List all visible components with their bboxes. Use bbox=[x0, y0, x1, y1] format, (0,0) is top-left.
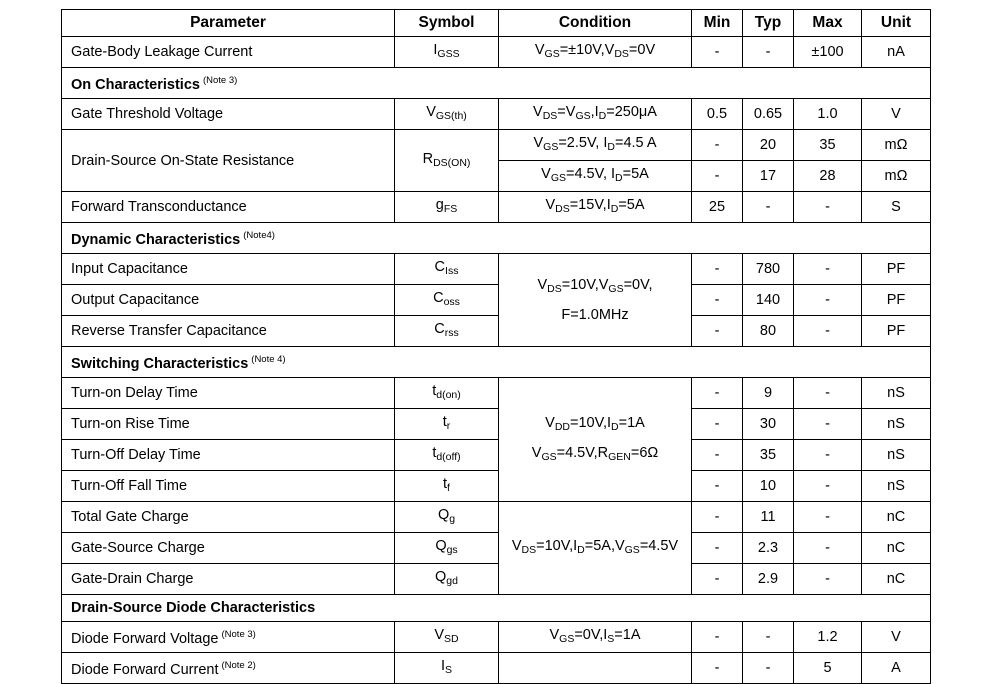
max-cell: - bbox=[794, 409, 862, 440]
typ-cell: 30 bbox=[743, 409, 794, 440]
typ-cell: 2.3 bbox=[743, 533, 794, 564]
section-row bbox=[62, 223, 931, 254]
header-max: Max bbox=[794, 10, 862, 37]
param-cell: Output Capacitance bbox=[62, 285, 395, 316]
unit-cell: nS bbox=[862, 471, 931, 502]
condition-cell: $V_{GS}=0V,I_S=1A$ bbox=[499, 622, 692, 653]
unit-cell: nC bbox=[862, 533, 931, 564]
unit-cell: PF bbox=[862, 254, 931, 285]
param-cell: Gate Threshold Voltage bbox=[62, 99, 395, 130]
typ-cell: 35 bbox=[743, 440, 794, 471]
param-cell: Gate-Source Charge bbox=[62, 533, 395, 564]
param-cell: Reverse Transfer Capacitance bbox=[62, 316, 395, 347]
unit-cell: nS bbox=[862, 440, 931, 471]
symbol-cell: $Q_{gs}$ bbox=[395, 533, 499, 564]
min-cell: - bbox=[692, 471, 743, 502]
table-row bbox=[62, 440, 931, 471]
symbol-cell: $R_{DS(ON)}$ bbox=[395, 130, 499, 192]
typ-cell: 17 bbox=[743, 161, 794, 192]
typ-cell: 2.9 bbox=[743, 564, 794, 595]
min-cell: - bbox=[692, 564, 743, 595]
min-cell: 25 bbox=[692, 192, 743, 223]
max-cell: - bbox=[794, 502, 862, 533]
condition-cell: $V_{DS}=15V,I_D=5A$ bbox=[499, 192, 692, 223]
unit-cell: A bbox=[862, 653, 931, 684]
table-row bbox=[62, 37, 931, 68]
param-cell: Turn-Off Fall Time bbox=[62, 471, 395, 502]
condition-cell: $V_{DS}=10V,I_D=5A,V_{GS}=4.5V$ bbox=[499, 502, 692, 595]
header-condition: Condition bbox=[499, 10, 692, 37]
unit-cell: nC bbox=[862, 564, 931, 595]
section-title-on: On Characteristics $^{(Note 3)}$ bbox=[62, 68, 931, 99]
min-cell: - bbox=[692, 653, 743, 684]
typ-cell: 140 bbox=[743, 285, 794, 316]
min-cell: - bbox=[692, 285, 743, 316]
max-cell: 1.0 bbox=[794, 99, 862, 130]
param-cell: Gate-Drain Charge bbox=[62, 564, 395, 595]
min-cell: - bbox=[692, 161, 743, 192]
max-cell: - bbox=[794, 192, 862, 223]
symbol-cell: $g_{FS}$ bbox=[395, 192, 499, 223]
header-row bbox=[62, 10, 931, 37]
unit-cell: PF bbox=[862, 316, 931, 347]
typ-cell: 11 bbox=[743, 502, 794, 533]
section-title-diode: Drain-Source Diode Characteristics bbox=[62, 595, 931, 622]
max-cell: 1.2 bbox=[794, 622, 862, 653]
param-cell: Turn-on Delay Time bbox=[62, 378, 395, 409]
min-cell: - bbox=[692, 378, 743, 409]
max-cell: 28 bbox=[794, 161, 862, 192]
param-cell: Input Capacitance bbox=[62, 254, 395, 285]
table-row bbox=[62, 622, 931, 653]
table-row bbox=[62, 378, 931, 409]
header-min: Min bbox=[692, 10, 743, 37]
typ-cell: - bbox=[743, 622, 794, 653]
min-cell: - bbox=[692, 502, 743, 533]
min-cell: - bbox=[692, 254, 743, 285]
unit-cell: mΩ bbox=[862, 130, 931, 161]
condition-cell: $V_{GS}=2.5V$, $I_D=4.5$ A bbox=[499, 130, 692, 161]
header-typ: Typ bbox=[743, 10, 794, 37]
max-cell: - bbox=[794, 316, 862, 347]
typ-cell: 10 bbox=[743, 471, 794, 502]
condition-cell: $V_{GS}=\pm 10V,V_{DS}=0V$ bbox=[499, 37, 692, 68]
header-unit: Unit bbox=[862, 10, 931, 37]
table-row bbox=[62, 192, 931, 223]
param-cell: Diode Forward Current $^{(Note 2)}$ bbox=[62, 653, 395, 684]
header-parameter: Parameter bbox=[62, 10, 395, 37]
table-row bbox=[62, 533, 931, 564]
max-cell: ±100 bbox=[794, 37, 862, 68]
symbol-cell: $t_{d(on)}$ bbox=[395, 378, 499, 409]
min-cell: - bbox=[692, 316, 743, 347]
unit-cell: nS bbox=[862, 378, 931, 409]
unit-cell: S bbox=[862, 192, 931, 223]
max-cell: - bbox=[794, 285, 862, 316]
typ-cell: - bbox=[743, 37, 794, 68]
typ-cell: 20 bbox=[743, 130, 794, 161]
symbol-cell: $V_{SD}$ bbox=[395, 622, 499, 653]
max-cell: 5 bbox=[794, 653, 862, 684]
min-cell: - bbox=[692, 409, 743, 440]
symbol-cell: $I_{GSS}$ bbox=[395, 37, 499, 68]
table-row bbox=[62, 254, 931, 285]
unit-cell: nA bbox=[862, 37, 931, 68]
table-row bbox=[62, 653, 931, 684]
table-row bbox=[62, 471, 931, 502]
max-cell: - bbox=[794, 564, 862, 595]
symbol-cell: $t_r$ bbox=[395, 409, 499, 440]
min-cell: - bbox=[692, 130, 743, 161]
typ-cell: - bbox=[743, 653, 794, 684]
unit-cell: PF bbox=[862, 285, 931, 316]
param-cell: Diode Forward Voltage $^{(Note 3)}$ bbox=[62, 622, 395, 653]
table-row bbox=[62, 130, 931, 161]
min-cell: - bbox=[692, 533, 743, 564]
symbol-cell: $I_S$ bbox=[395, 653, 499, 684]
typ-cell: 780 bbox=[743, 254, 794, 285]
symbol-cell: $C_{rss}$ bbox=[395, 316, 499, 347]
typ-cell: 80 bbox=[743, 316, 794, 347]
section-row bbox=[62, 347, 931, 378]
table-row bbox=[62, 285, 931, 316]
min-cell: - bbox=[692, 37, 743, 68]
max-cell: - bbox=[794, 378, 862, 409]
symbol-cell: $t_{d(off)}$ bbox=[395, 440, 499, 471]
header-symbol: Symbol bbox=[395, 10, 499, 37]
max-cell: - bbox=[794, 440, 862, 471]
table-row bbox=[62, 316, 931, 347]
max-cell: 35 bbox=[794, 130, 862, 161]
param-cell: Forward Transconductance bbox=[62, 192, 395, 223]
table-row bbox=[62, 99, 931, 130]
condition-cell: $V_{DS}=V_{GS},I_D=250\mu A$ bbox=[499, 99, 692, 130]
table-row bbox=[62, 409, 931, 440]
symbol-cell: $Q_g$ bbox=[395, 502, 499, 533]
unit-cell: nS bbox=[862, 409, 931, 440]
condition-cell: $V_{GS}=4.5V$, $I_D=5A$ bbox=[499, 161, 692, 192]
table-row bbox=[62, 564, 931, 595]
unit-cell: nC bbox=[862, 502, 931, 533]
param-cell: Gate-Body Leakage Current bbox=[62, 37, 395, 68]
symbol-cell: $C_{oss}$ bbox=[395, 285, 499, 316]
param-cell: Total Gate Charge bbox=[62, 502, 395, 533]
section-row bbox=[62, 68, 931, 99]
electrical-characteristics-table bbox=[61, 9, 931, 684]
unit-cell: mΩ bbox=[862, 161, 931, 192]
typ-cell: 0.65 bbox=[743, 99, 794, 130]
condition-cell: $V_{DD}=10V,I_D=1A$ $V_{GS}=4.5V,R_{GEN}=6\Omega$ bbox=[499, 378, 692, 502]
param-cell: Turn-Off Delay Time bbox=[62, 440, 395, 471]
unit-cell: V bbox=[862, 622, 931, 653]
min-cell: - bbox=[692, 440, 743, 471]
symbol-cell: $C_{Iss}$ bbox=[395, 254, 499, 285]
max-cell: - bbox=[794, 254, 862, 285]
max-cell: - bbox=[794, 533, 862, 564]
section-title-dynamic: Dynamic Characteristics $^{(Note4)}$ bbox=[62, 223, 931, 254]
section-row bbox=[62, 595, 931, 622]
typ-cell: 9 bbox=[743, 378, 794, 409]
min-cell: 0.5 bbox=[692, 99, 743, 130]
section-title-switching: Switching Characteristics $^{(Note 4)}$ bbox=[62, 347, 931, 378]
symbol-cell: $V_{GS(th)}$ bbox=[395, 99, 499, 130]
table-row bbox=[62, 502, 931, 533]
condition-cell: $V_{DS}=10V,V_{GS}=0V$, F=1.0MHz bbox=[499, 254, 692, 347]
unit-cell: V bbox=[862, 99, 931, 130]
typ-cell: - bbox=[743, 192, 794, 223]
symbol-cell: $t_f$ bbox=[395, 471, 499, 502]
param-cell: Drain-Source On-State Resistance bbox=[62, 130, 395, 192]
symbol-cell: $Q_{gd}$ bbox=[395, 564, 499, 595]
min-cell: - bbox=[692, 622, 743, 653]
max-cell: - bbox=[794, 471, 862, 502]
param-cell: Turn-on Rise Time bbox=[62, 409, 395, 440]
condition-cell bbox=[499, 653, 692, 684]
